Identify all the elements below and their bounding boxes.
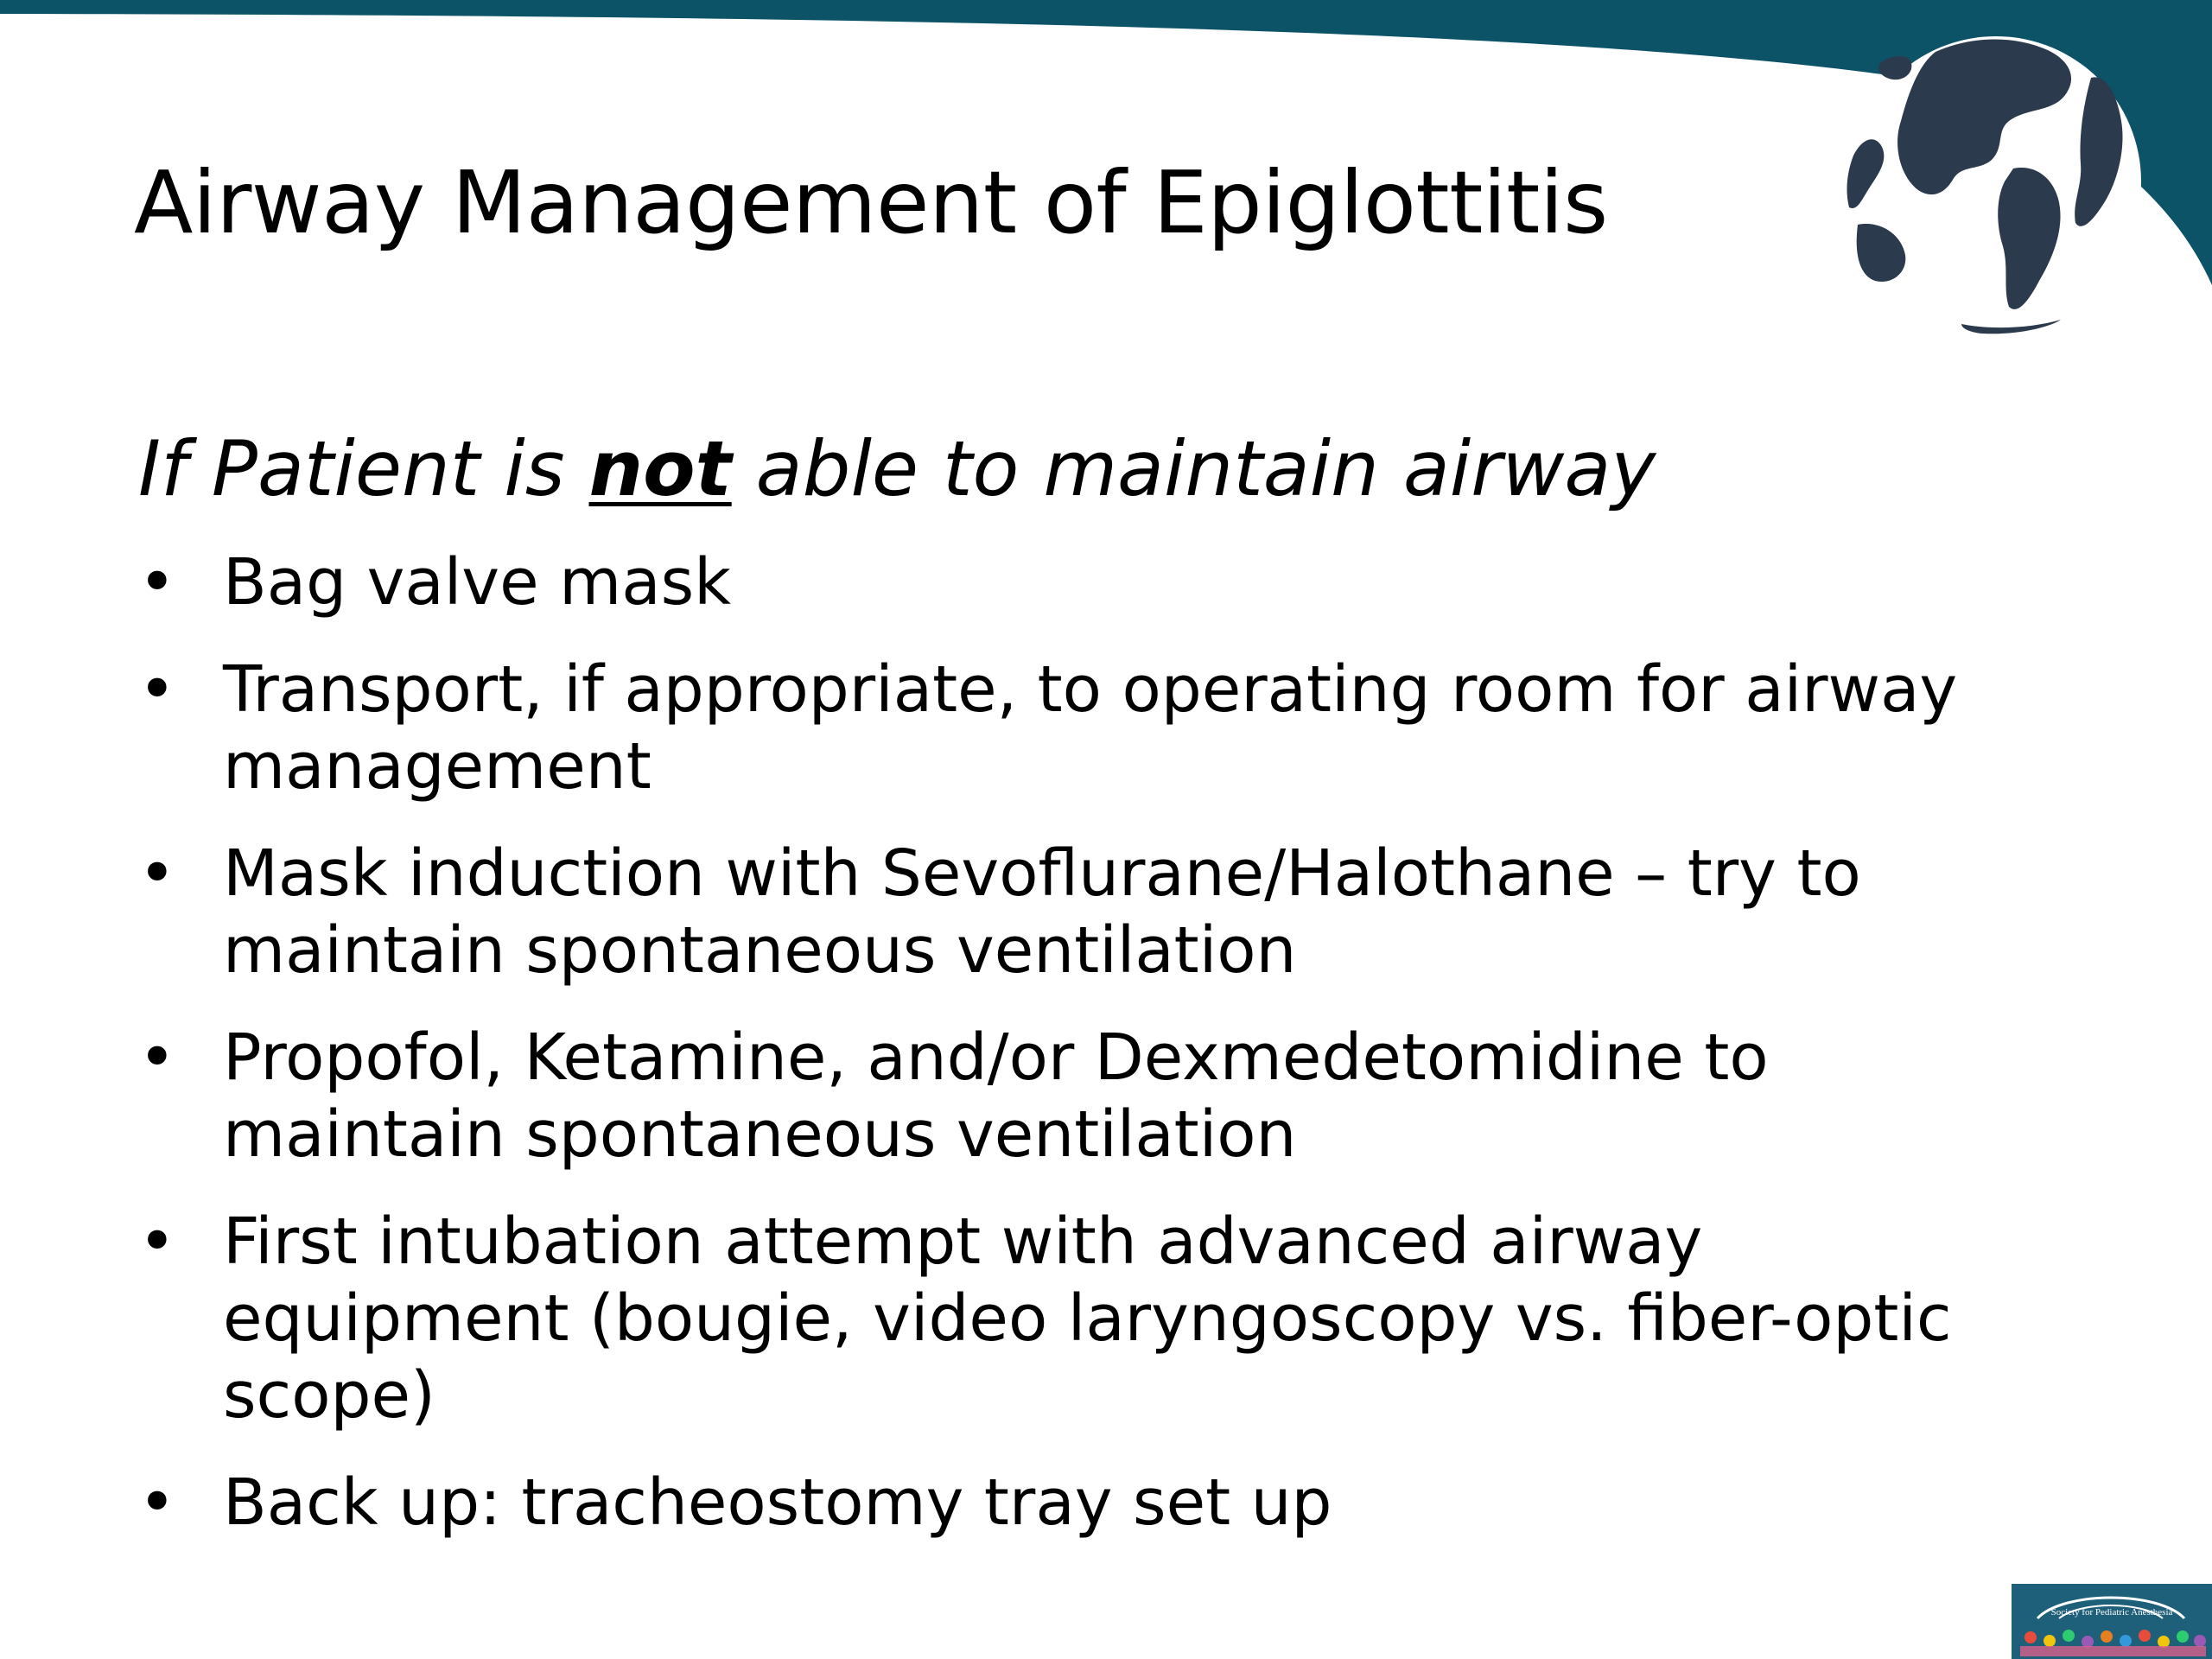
bullet-icon: • (138, 545, 176, 620)
globe-icon (1832, 26, 2160, 346)
bullet-item (138, 836, 2039, 989)
bullet-icon: • (138, 1020, 176, 1095)
bullet-text: Transport, if appropriate, to operating room for airway management (223, 652, 1958, 804)
bullet-item (138, 544, 2039, 621)
bullet-text: Back up: tracheostomy tray set up (223, 1465, 1332, 1540)
bullet-text: Mask induction with Sevoflurane/Halothane – try to maintain spontaneous ventilation (223, 836, 1861, 988)
society-logo (2012, 1584, 2212, 1659)
slide-title: Airway Management of Epiglottitis (134, 152, 1608, 253)
logo-text: Society for Pediatric Anesthesia (2050, 1607, 2173, 1618)
bullet-item (138, 1465, 2039, 1541)
bullet-icon: • (138, 1205, 176, 1279)
bullet-item (138, 1204, 2039, 1434)
bullet-icon: • (138, 1465, 176, 1540)
bullet-text: First intubation attempt with advanced airway equipment (bougie, video laryngoscopy vs. fiber-optic scope) (223, 1205, 1952, 1433)
subheading-suffix: able to maintain airway (731, 424, 1656, 513)
bullet-text: Propofol, Ketamine, and/or Dexmedetomidine to maintain spontaneous ventilation (223, 1020, 1769, 1172)
bullet-list (138, 544, 2039, 1572)
subheading-prefix: If Patient is (138, 424, 589, 513)
bullet-text: Bag valve mask (223, 545, 731, 620)
subheading-emphasis: not (588, 424, 732, 513)
bullet-item (138, 1020, 2039, 1173)
bullet-icon: • (138, 652, 176, 727)
bullet-item (138, 652, 2039, 805)
bullet-icon: • (138, 836, 176, 911)
subheading (138, 423, 1656, 515)
